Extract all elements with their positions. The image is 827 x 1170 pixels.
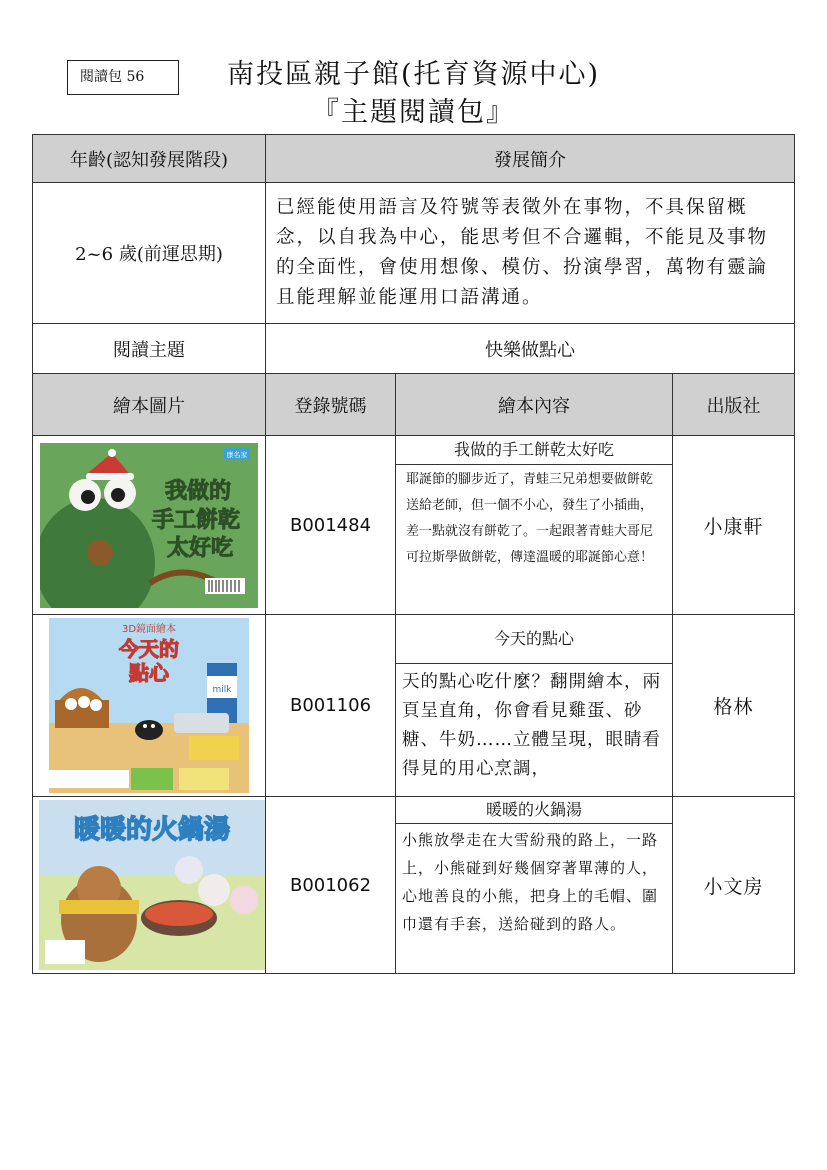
book-code: B001062 [266, 797, 396, 974]
book-title: 暖暖的火鍋湯 [396, 797, 672, 824]
cover-title-line1: 今天的 [119, 637, 179, 661]
cover-milk-label: milk [212, 685, 232, 695]
book-publisher: 小文房 [673, 797, 795, 974]
book-cover-hotpot [39, 800, 265, 970]
cover-title-line1: 我做的 [164, 478, 232, 504]
book-content [396, 797, 673, 974]
development-header: 發展簡介 [266, 135, 795, 183]
book-content [396, 615, 673, 797]
book-title: 我做的手工餅乾太好吃 [396, 436, 672, 465]
book-cover-cell [33, 615, 266, 797]
cover-title-line2: 手工餅乾 [151, 507, 241, 533]
book-description: 天的點心吃什麼？翻開繪本，兩頁呈直角，你會看見雞蛋、砂糖、牛奶……立體呈現，眼睛看得見的用心烹調， [402, 672, 661, 779]
age-header: 年齡(認知發展階段) [33, 135, 266, 183]
cover-title-line2: 點心 [129, 661, 169, 685]
cover-publisher-badge: 康名家 [226, 450, 248, 459]
theme-label: 閱讀主題 [33, 324, 266, 374]
package-number-tag: 閱讀包 56 [67, 60, 179, 95]
page-title: 南投區親子館(托育資源中心) [226, 59, 601, 90]
book-cover-cell [33, 436, 266, 615]
book-title: 今天的點心 [396, 615, 672, 664]
book-cover-snacks [49, 618, 249, 793]
age-value: 2~6 歲(前運思期) [33, 183, 266, 324]
development-intro: 已經能使用語言及符號等表徵外在事物，不具保留概念，以自我為中心，能思考但不合邏輯，不能見及事物的全面性，會使用想像、模仿、扮演學習，萬物有靈論且能理解並能運用口語溝通。 [266, 183, 795, 324]
column-header-code: 登錄號碼 [266, 374, 396, 436]
book-description: 小熊放學走在大雪紛飛的路上，一路上，小熊碰到好幾個穿著單薄的人，心地善良的小熊，把身上的毛帽、圍巾還有手套，送給碰到的路人。 [402, 831, 659, 933]
book-cover-cookies [40, 443, 258, 608]
book-publisher: 小康軒 [673, 436, 795, 615]
column-header-image: 繪本圖片 [33, 374, 266, 436]
cover-title: 暖暖的火鍋湯 [73, 815, 231, 845]
book-description: 耶誕節的腳步近了，青蛙三兄弟想要做餅乾送給老師，但一個不小心，發生了小插曲，差一點就沒有餅乾了。一起跟著青蛙大哥尼可拉斯學做餅乾，傳達溫暖的耶誕節心意！ [406, 472, 654, 565]
theme-value: 快樂做點心 [266, 324, 795, 374]
cover-series-tag: 3D鏡面繪本 [121, 624, 177, 635]
column-header-content: 繪本內容 [396, 374, 673, 436]
column-header-publisher: 出版社 [673, 374, 795, 436]
reading-package-table [32, 134, 795, 974]
book-publisher: 格林 [673, 615, 795, 797]
book-content [396, 436, 673, 615]
book-code: B001484 [266, 436, 396, 615]
book-cover-cell [33, 797, 266, 974]
book-code: B001106 [266, 615, 396, 797]
page-subtitle: 『主題閱讀包』 [312, 97, 515, 128]
cover-title-line3: 太好吃 [166, 535, 234, 561]
